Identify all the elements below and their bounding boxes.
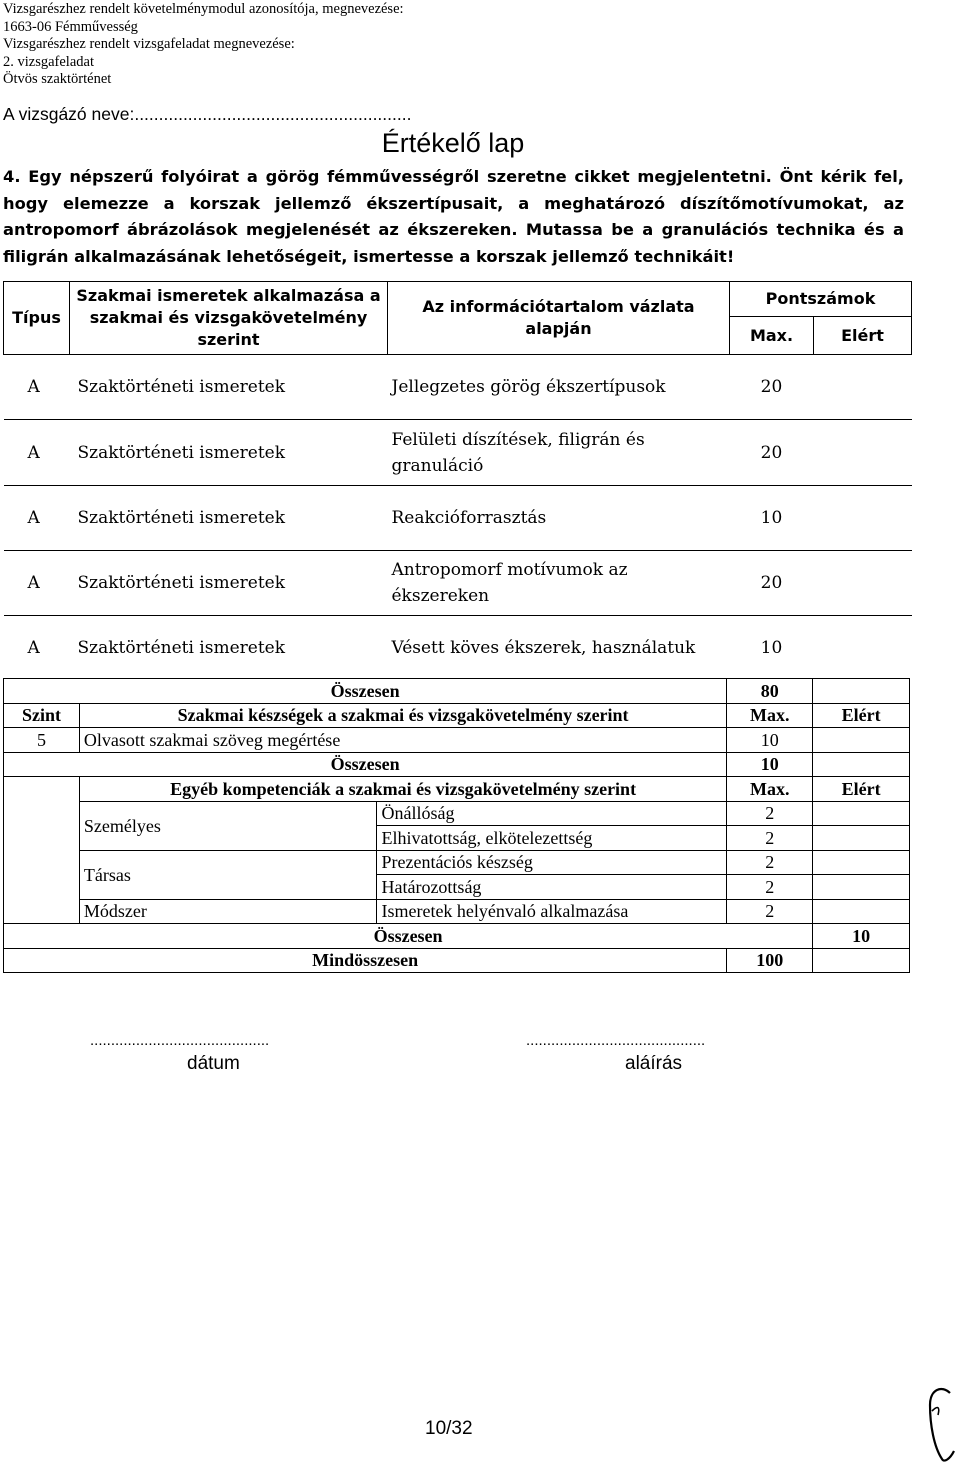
header-line: Ötvös szaktörténet [3, 71, 112, 87]
row-max: 20 [730, 420, 814, 486]
row-max: 20 [730, 551, 814, 616]
row-elert [814, 420, 912, 486]
table-row [4, 420, 912, 486]
signature-line: ........................................... [526, 1032, 706, 1049]
table-row [4, 801, 910, 826]
competency-max: 2 [727, 801, 813, 826]
competency-header-max: Max. [727, 777, 813, 802]
row-type: A [27, 638, 40, 658]
table-row [4, 899, 910, 924]
competency-group: Módszer [79, 899, 377, 924]
competency-header-title: Egyéb kompetenciák a szakmai és vizsgakövetelmény szerint [79, 777, 726, 802]
summary-table [3, 678, 910, 973]
competency-item: Határozottság [377, 875, 727, 900]
header-line: 2. vizsgafeladat [3, 53, 94, 70]
knowledge-table [3, 281, 912, 680]
total-value: 80 [727, 679, 813, 704]
table-row [4, 616, 912, 681]
grand-total-label: Mindösszesen [4, 948, 727, 973]
row-content: Reakcióforrasztás [388, 486, 730, 551]
row-content: Felületi díszítések, filigrán és granuláció [388, 420, 730, 486]
skill-text: Olvasott szakmai szöveg megértése [79, 728, 726, 753]
competency-item: Önállóság [377, 801, 727, 826]
task-description: 4. Egy népszerű folyóirat a görög fémművességről szeretne cikket megjelentetni. Önt kérik fel, hogy elemezze a korszak jellemző ékszertípusait, a meghatározó díszítőmotívumokat, az antropomorf ábrázolások megjelenését az ékszereken. Mutassa be a granulációs technika és a filigrán alkalmazásának lehetőségeit, ismertesse a korszak jellemző technikáit! [3, 167, 904, 266]
competency-item: Ismeretek helyénvaló alkalmazása [377, 899, 727, 924]
competency-blank-cell [4, 777, 80, 924]
document-header [3, 1, 404, 89]
competency-elert [813, 875, 910, 900]
total-label: Összesen [4, 924, 813, 949]
row-elert [814, 486, 912, 551]
table-row [4, 679, 910, 704]
row-elert [814, 355, 912, 420]
row-type: A [4, 551, 70, 616]
header-line: Vizsgarészhez rendelt követelménymodul azonosítója, megnevezése: [3, 1, 404, 17]
row-content: Vésett köves ékszerek, használatuk [391, 638, 696, 658]
date-line: ........................................... [90, 1032, 270, 1049]
row-content: Antropomorf motívumok az ékszereken [388, 551, 730, 616]
row-area: Szaktörténeti ismeretek [70, 551, 388, 616]
competency-elert [813, 826, 910, 851]
header-line: Vizsgarészhez rendelt vizsgafeladat megnevezése: [3, 36, 295, 52]
table-row [4, 850, 910, 875]
header-line: 1663-06 Fémművesség [3, 18, 138, 35]
table-row [4, 948, 910, 973]
row-area: Szaktörténeti ismeretek [70, 420, 388, 486]
grand-total-elert [813, 948, 910, 973]
page-title: Értékelő lap [381, 128, 525, 158]
signature-label: aláírás [625, 1053, 683, 1074]
competency-item: Elhivatottság, elkötelezettség [377, 826, 727, 851]
competency-max: 2 [727, 875, 813, 900]
row-elert [814, 616, 912, 681]
competency-max: 2 [727, 826, 813, 851]
table-row [4, 728, 910, 753]
table-row [4, 551, 912, 616]
total-value: 10 [727, 752, 813, 777]
competency-max: 2 [727, 850, 813, 875]
table-row [4, 752, 910, 777]
candidate-name-line: A vizsgázó neve:......................................................... [3, 104, 412, 124]
table-row [4, 924, 910, 949]
competency-elert [813, 899, 910, 924]
table-row [4, 486, 912, 551]
header-info: Az információtartalom vázlata alapján [388, 282, 730, 355]
competency-elert [813, 850, 910, 875]
total-value: 10 [813, 924, 910, 949]
page-number: 10/32 [425, 1418, 473, 1439]
header-tipus: Típus [4, 282, 70, 355]
row-type: A [4, 486, 70, 551]
skills-header-max: Max. [727, 703, 813, 728]
competency-elert [813, 801, 910, 826]
skills-header-title: Szakmai készségek a szakmai és vizsgakövetelmény szerint [79, 703, 726, 728]
competency-group: Társas [79, 850, 377, 899]
skills-header-elert: Elért [813, 703, 910, 728]
skill-level: 5 [4, 728, 80, 753]
row-area: Szaktörténeti ismeretek [77, 638, 286, 658]
row-elert [814, 551, 912, 616]
row-max: 10 [730, 486, 814, 551]
row-max: 10 [760, 638, 783, 658]
competency-item: Prezentációs készség [377, 850, 727, 875]
date-label: dátum [187, 1053, 240, 1074]
total-elert [813, 679, 910, 704]
skills-header-level: Szint [4, 703, 80, 728]
row-area: Szaktörténeti ismeretek [70, 355, 388, 420]
header-pontszamok: Pontszámok [730, 282, 912, 317]
handwritten-initial-signature [920, 1385, 960, 1465]
competency-header-elert: Elért [813, 777, 910, 802]
skill-max: 10 [727, 728, 813, 753]
table-row [4, 703, 910, 728]
competency-max: 2 [727, 899, 813, 924]
skill-elert [813, 728, 910, 753]
header-elert: Elért [814, 317, 912, 355]
competency-group: Személyes [79, 801, 377, 850]
grand-total-value: 100 [727, 948, 813, 973]
total-elert [813, 752, 910, 777]
row-max: 20 [730, 355, 814, 420]
header-max: Max. [730, 317, 814, 355]
row-content: Jellegzetes görög ékszertípusok [388, 355, 730, 420]
table-row [4, 777, 910, 802]
row-type: A [4, 420, 70, 486]
total-label: Összesen [4, 752, 727, 777]
row-area: Szaktörténeti ismeretek [70, 486, 388, 551]
total-label: Összesen [4, 679, 727, 704]
header-szakmai: Szakmai ismeretek alkalmazása a szakmai és vizsgakövetelmény szerint [70, 282, 388, 355]
row-type: A [4, 355, 70, 420]
table-row [4, 355, 912, 420]
